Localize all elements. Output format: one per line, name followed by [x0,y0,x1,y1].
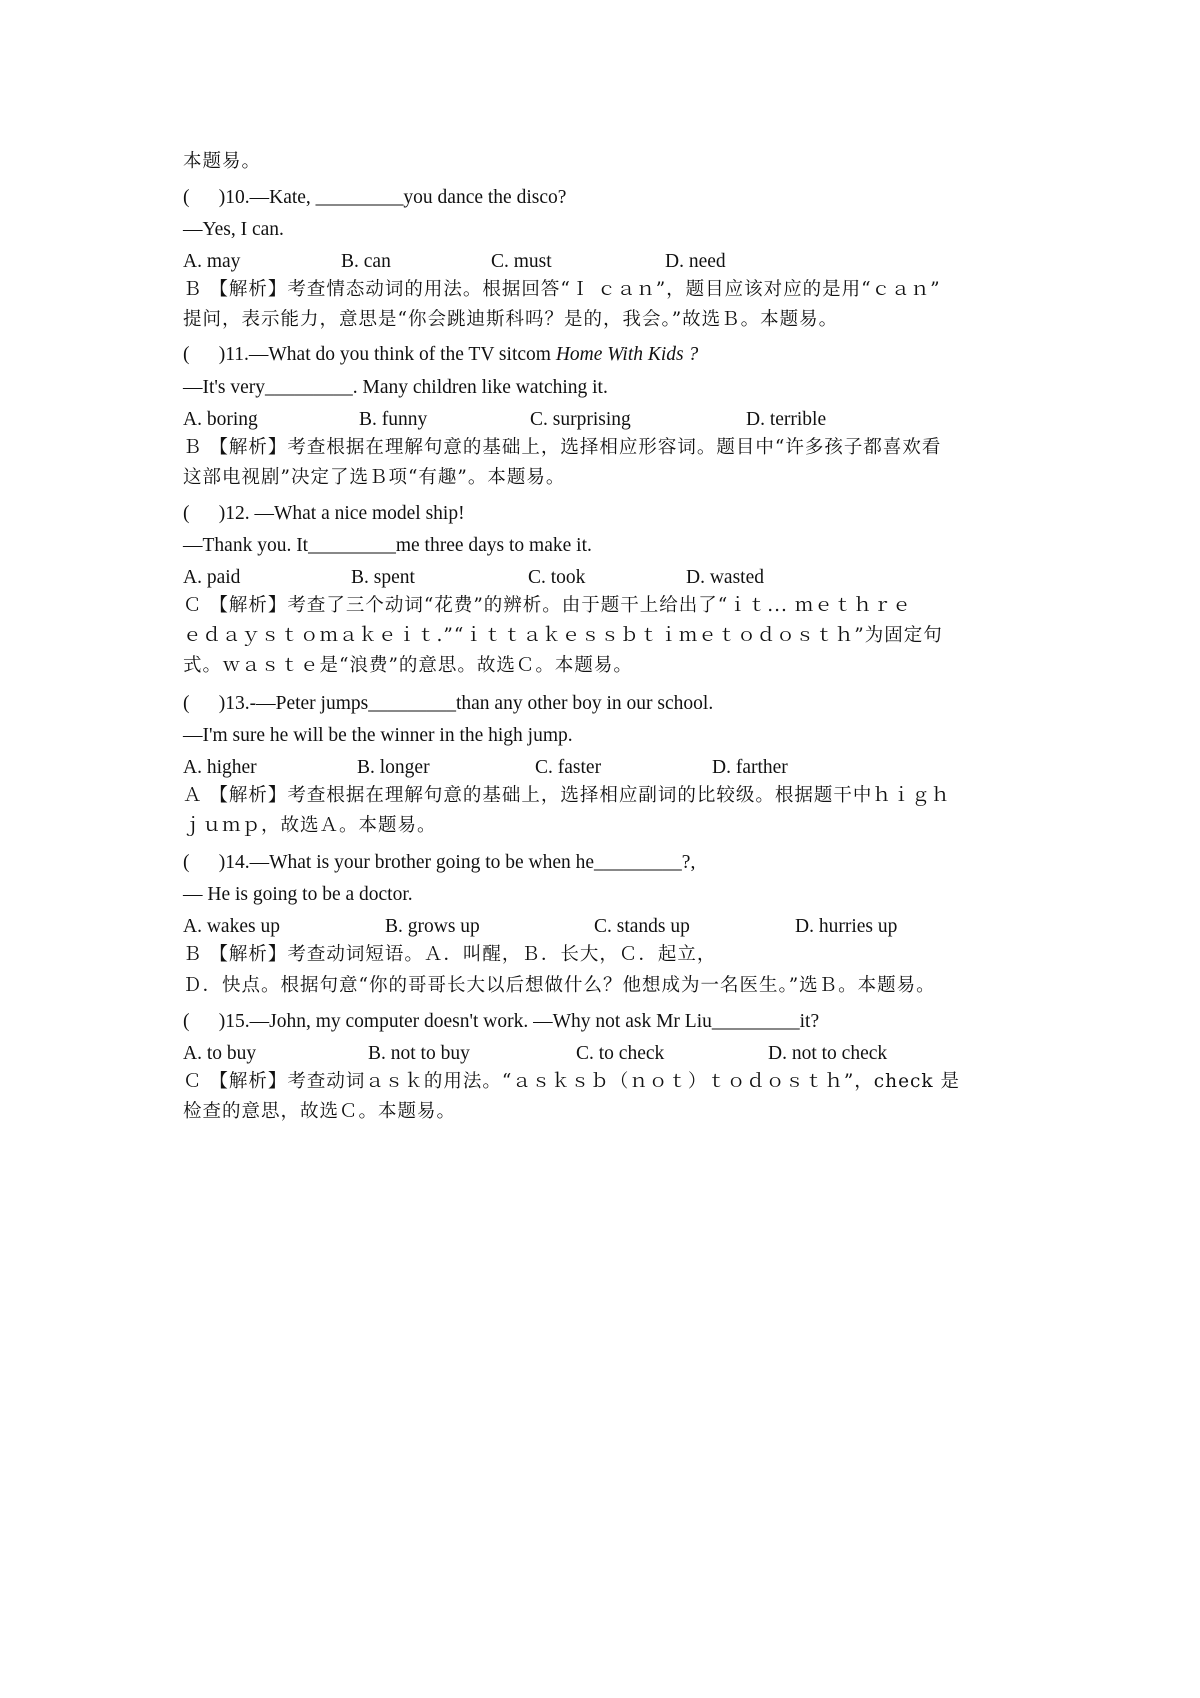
question-13-reply: —I'm sure he will be the winner in the high jump. [183,725,573,746]
question-14-option-d: D. hurries up [795,916,898,937]
question-12-option-c: C. took [528,567,586,588]
question-13-stem: ( )13.-—Peter jumps_________than any other boy in our school. [183,693,714,714]
question-11-explanation-line-1: Ｂ 【解析】考查根据在理解句意的基础上，选择相应形容词。题目中“许多孩子都喜欢看 [183,437,942,458]
question-12-option-a: A. paid [183,567,241,588]
question-12-explanation-line-2: ｅｄａｙｓｔｏｍａｋｅｉｔ.”“ｉｔｔａｋｅｓｓｂｔｉｍｅｔｏｄｏｓｔｈ”为固定句 [183,625,943,646]
question-14-option-b: B. grows up [385,916,480,937]
question-15-option-b: B. not to buy [368,1043,470,1064]
question-13-option-a: A. higher [183,757,257,778]
question-11-option-a: A. boring [183,409,258,430]
question-13-option-d: D. farther [712,757,788,778]
question-10-reply: —Yes, I can. [183,219,284,240]
question-12-option-d: D. wasted [686,567,764,588]
question-14-explanation-line-1: Ｂ 【解析】考查动词短语。Ａ．叫醒，Ｂ．长大，Ｃ．起立， [183,944,717,965]
question-12-explanation-line-3: 式。ｗａｓｔｅ是“浪费”的意思。故选Ｃ。本题易。 [183,655,633,676]
question-14-reply: — He is going to be a doctor. [183,884,413,905]
question-10-stem: ( )10.—Kate, _________you dance the disco? [183,187,567,208]
question-14-explanation-line-2: Ｄ．快点。根据句意“你的哥哥长大以后想做什么？他想成为一名医生。”选Ｂ。本题易。 [183,975,936,996]
question-11-sitcom-title: Home With Kids ? [555,344,699,365]
question-14-stem: ( )14.—What is your brother going to be when he_________?, [183,852,696,873]
question-12-stem: ( )12. —What a nice model ship! [183,503,465,524]
question-15-stem: ( )15.—John, my computer doesn't work. —Why not ask Mr Liu_________it? [183,1011,820,1032]
question-11-option-c: C. surprising [530,409,631,430]
question-11-stem [183,343,698,367]
question-12-explanation-line-1: Ｃ 【解析】考查了三个动词“花费”的辨析。由于题干上给出了“ｉｔ... ｍｅｔｈｒｅ [183,595,912,616]
question-13-option-c: C. faster [535,757,602,778]
question-10-option-a: A. may [183,251,241,272]
question-10-option-b: B. can [341,251,391,272]
question-15-explanation-line-1: Ｃ 【解析】考查动词ａｓｋ的用法。“ａｓｋｓｂ（ｎｏｔ）ｔｏｄｏｓｔｈ”，check 是 [183,1071,960,1092]
question-13-option-b: B. longer [357,757,430,778]
question-14-option-a: A. wakes up [183,916,280,937]
question-14-option-c: C. stands up [594,916,690,937]
question-15-option-d: D. not to check [768,1043,888,1064]
question-10-explanation-line-1: Ｂ 【解析】考查情态动词的用法。根据回答“Ｉ ｃａｎ”，题目应该对应的是用“ｃａｎ” [183,279,941,300]
question-15-explanation-line-2: 检查的意思，故选Ｃ。本题易。 [183,1101,457,1122]
question-11-stem-text: ( )11.—What do you think of the TV sitcom [183,344,556,365]
question-11-explanation-line-2: 这部电视剧”决定了选Ｂ项“有趣”。本题易。 [183,467,566,488]
question-13-explanation-line-2: ｊｕｍｐ，故选Ａ。本题易。 [183,815,437,836]
question-10-explanation-line-2: 提问，表示能力，意思是“你会跳迪斯科吗？是的，我会。”故选Ｂ。本题易。 [183,309,839,330]
question-11-option-b: B. funny [359,409,428,430]
question-10-option-d: D. need [665,251,726,272]
question-11-reply: —It's very_________. Many children like watching it. [183,377,608,398]
question-10-option-c: C. must [491,251,552,272]
question-12-reply: —Thank you. It_________me three days to make it. [183,535,592,556]
question-12-option-b: B. spent [351,567,415,588]
question-13-explanation-line-1: Ａ 【解析】考查根据在理解句意的基础上，选择相应副词的比较级。根据题干中ｈｉｇｈ [183,785,951,806]
question-11-option-d: D. terrible [746,409,827,430]
intro-tail-text: 本题易。 [183,151,262,172]
question-15-option-a: A. to buy [183,1043,257,1064]
question-15-option-c: C. to check [576,1043,665,1064]
